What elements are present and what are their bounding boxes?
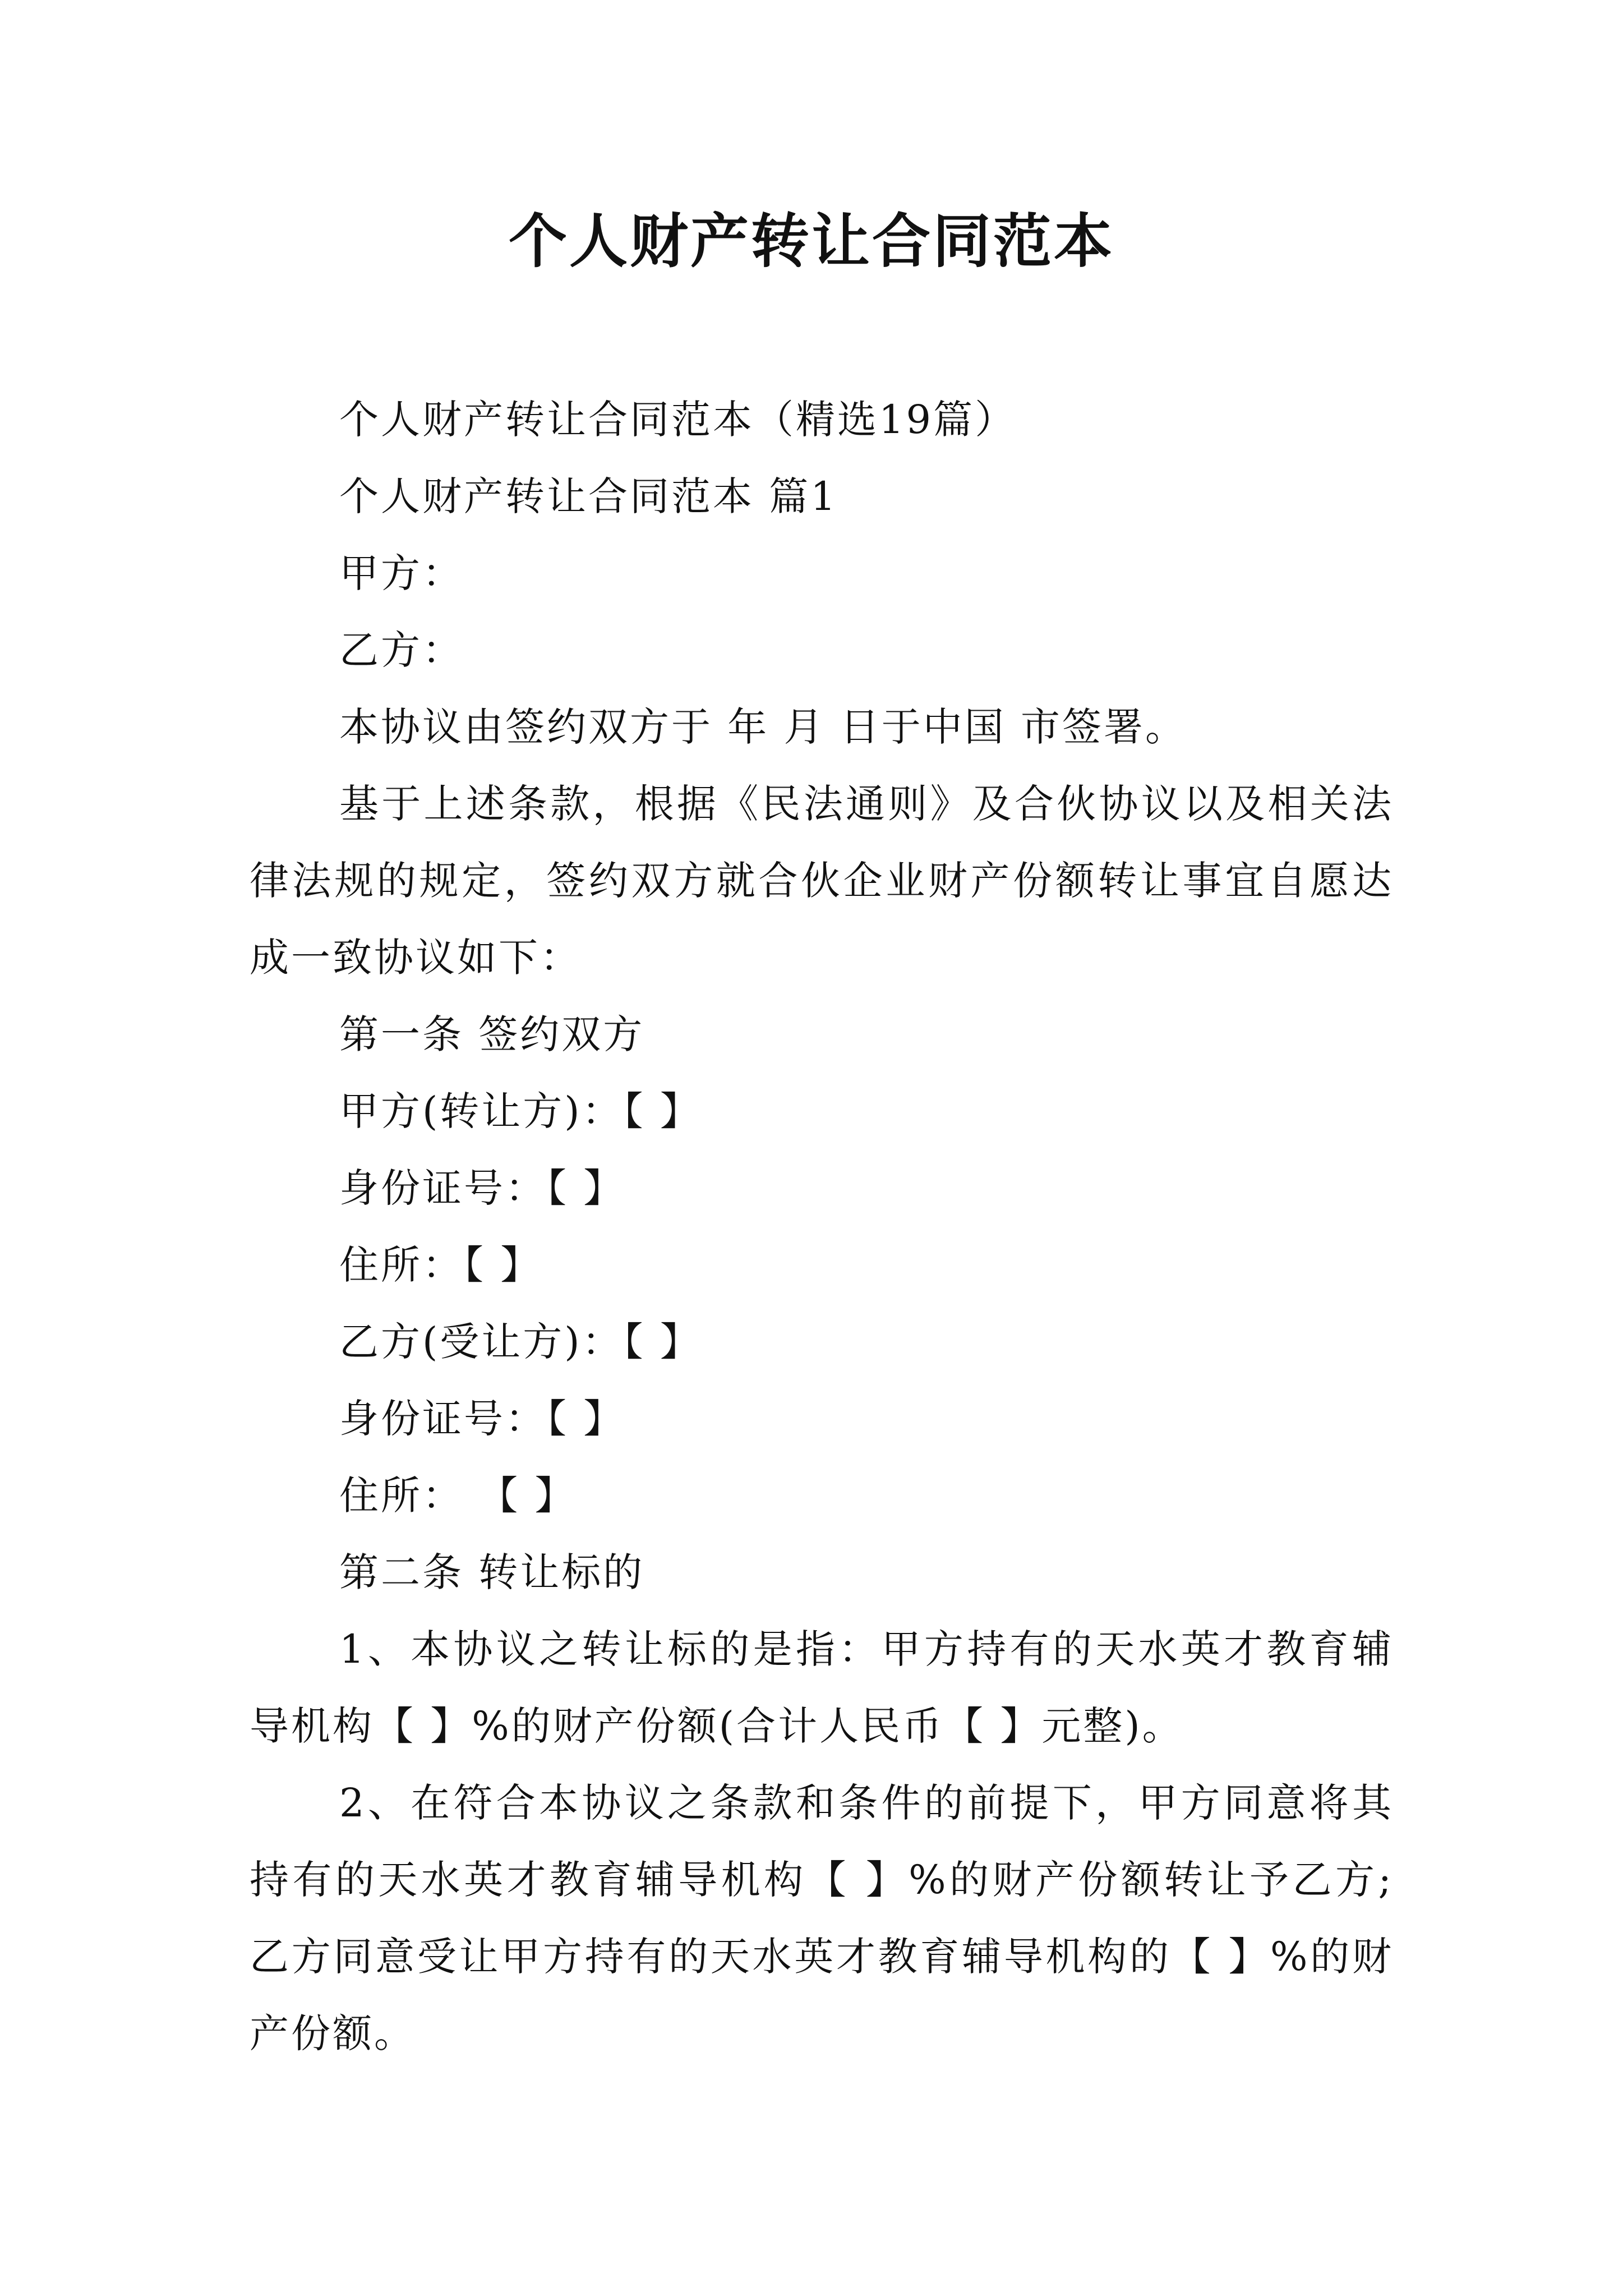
paragraph-transferor-id: 身份证号：【 】 (339, 1165, 625, 1211)
paragraph-transferor: 甲方(转让方)：【 】 (339, 1088, 702, 1134)
paragraph-section-heading: 个人财产转让合同范本 篇1 (339, 473, 838, 519)
paragraph-preamble: 基于上述条款，根据《民法通则》及合伙协议以及相关法律法规的规定，签约双方就合伙企业财产份额转让事宜自愿达成一致协议如下： (250, 781, 1394, 981)
paragraph-transferor-address: 住所：【 】 (339, 1242, 542, 1288)
paragraph-transferee-address: 住所： 【 】 (339, 1473, 577, 1519)
paragraph-party-b: 乙方： (339, 627, 464, 673)
document-body (250, 381, 1394, 2072)
paragraph-article-1-heading: 第一条 签约双方 (339, 1011, 645, 1057)
document-title: 个人财产转让合同范本 (508, 206, 1114, 275)
paragraph-clause-2: 2、在符合本协议之条款和条件的前提下，甲方同意将其持有的天水英才教育辅导机构【 】%的财产份额转让予乙方;乙方同意受让甲方持有的天水英才教育辅导机构的【 】%的财产份额。 (250, 1780, 1394, 2056)
paragraph-signing-date: 本协议由签约双方于 年 月 日于中国 市签署。 (339, 704, 1187, 750)
paragraph-article-2-heading: 第二条 转让标的 (339, 1549, 645, 1595)
paragraph-transferee: 乙方(受让方)：【 】 (339, 1319, 702, 1365)
paragraph-transferee-id: 身份证号：【 】 (339, 1396, 625, 1442)
paragraph-subtitle: 个人财产转让合同范本（精选19篇） (339, 397, 1017, 443)
paragraph-party-a: 甲方： (339, 550, 464, 596)
paragraph-clause-1: 1、本协议之转让标的是指：甲方持有的天水英才教育辅导机构【 】%的财产份额(合计人民币【 】元整)。 (250, 1626, 1394, 1749)
